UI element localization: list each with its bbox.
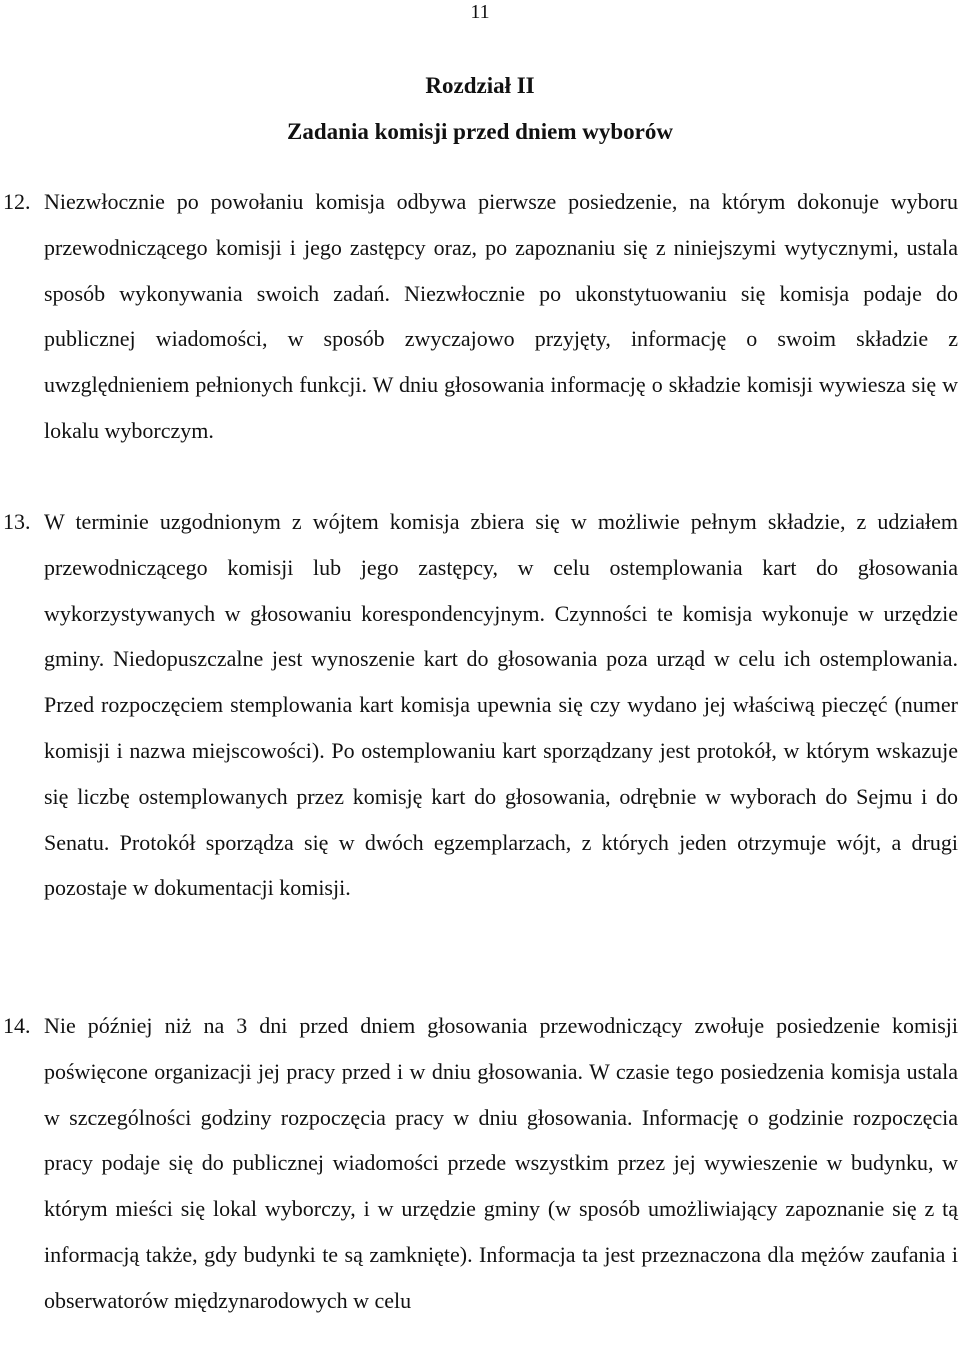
paragraph-number: 13.	[3, 509, 31, 534]
paragraph-text: W terminie uzgodnionym z wójtem komisja zbiera się w możliwie pełnym składzie, z udziałem przewodniczącego komisji lub jego zastępcy, w celu ostemplowania kart do głosowania wykorzystywanych w głosowaniu korespondencyjnym. Czynności te komisja wykonuje w urzędzie gminy. Niedopuszczalne jest wynoszenie kart do głosowania poza urząd w celu ich ostemplowania. Przed rozpoczęciem stemplowania kart komisja upewnia się czy wydano jej właściwą pieczęć (numer komisji i nazwa miejscowości). Po ostemplowaniu kart sporządzany jest protokół, w którym wskazuje się liczbę ostemplowanych przez komisję kart do głosowania, odrębnie w wyborach do Sejmu i do Senatu. Protokół sporządza się w dwóch egzemplarzach, z których jeden otrzymuje wójt, a drugi pozostaje w dokumentacji komisji.	[44, 509, 958, 901]
chapter-title: Zadania komisji przed dniem wyborów	[287, 119, 673, 144]
paragraph-14	[0, 1003, 960, 1324]
paragraph-12	[0, 179, 960, 454]
chapter-number: Rozdział II	[425, 73, 535, 98]
page-number: 11	[470, 1, 490, 23]
paragraph-number: 12.	[3, 189, 31, 214]
paragraph-13	[0, 499, 960, 911]
paragraph-text: Niezwłocznie po powołaniu komisja odbywa pierwsze posiedzenie, na którym dokonuje wyboru przewodniczącego komisji i jego zastępcy oraz, po zapoznaniu się z niniejszymi wytycznymi, ustala sposób wykonywania swoich zadań. Niezwłocznie po ukonstytuowaniu się komisja podaje do publicznej wiadomości, w sposób zwyczajowo przyjęty, informację o swoim składzie z uwzględnieniem pełnionych funkcji. W dniu głosowania informację o składzie komisji wywiesza się w lokalu wyborczym.	[44, 189, 958, 443]
paragraph-number: 14.	[3, 1013, 31, 1038]
paragraph-text: Nie później niż na 3 dni przed dniem głosowania przewodniczący zwołuje posiedzenie komisji poświęcone organizacji jej pracy przed i w dniu głosowania. W czasie tego posiedzenia komisja ustala w szczególności godziny rozpoczęcia pracy w dniu głosowania. Informację o godzinie rozpoczęcia pracy podaje się do publicznej wiadomości przede wszystkim przez jej wywieszenie w budynku, w którym mieści się lokal wyborczy, i w urzędzie gminy (w sposób umożliwiający zapoznanie się z tą informacją także, gdy budynki te są zamknięte). Informacja ta jest przeznaczona dla mężów zaufania i obserwatorów międzynarodowych w celu	[44, 1013, 958, 1313]
